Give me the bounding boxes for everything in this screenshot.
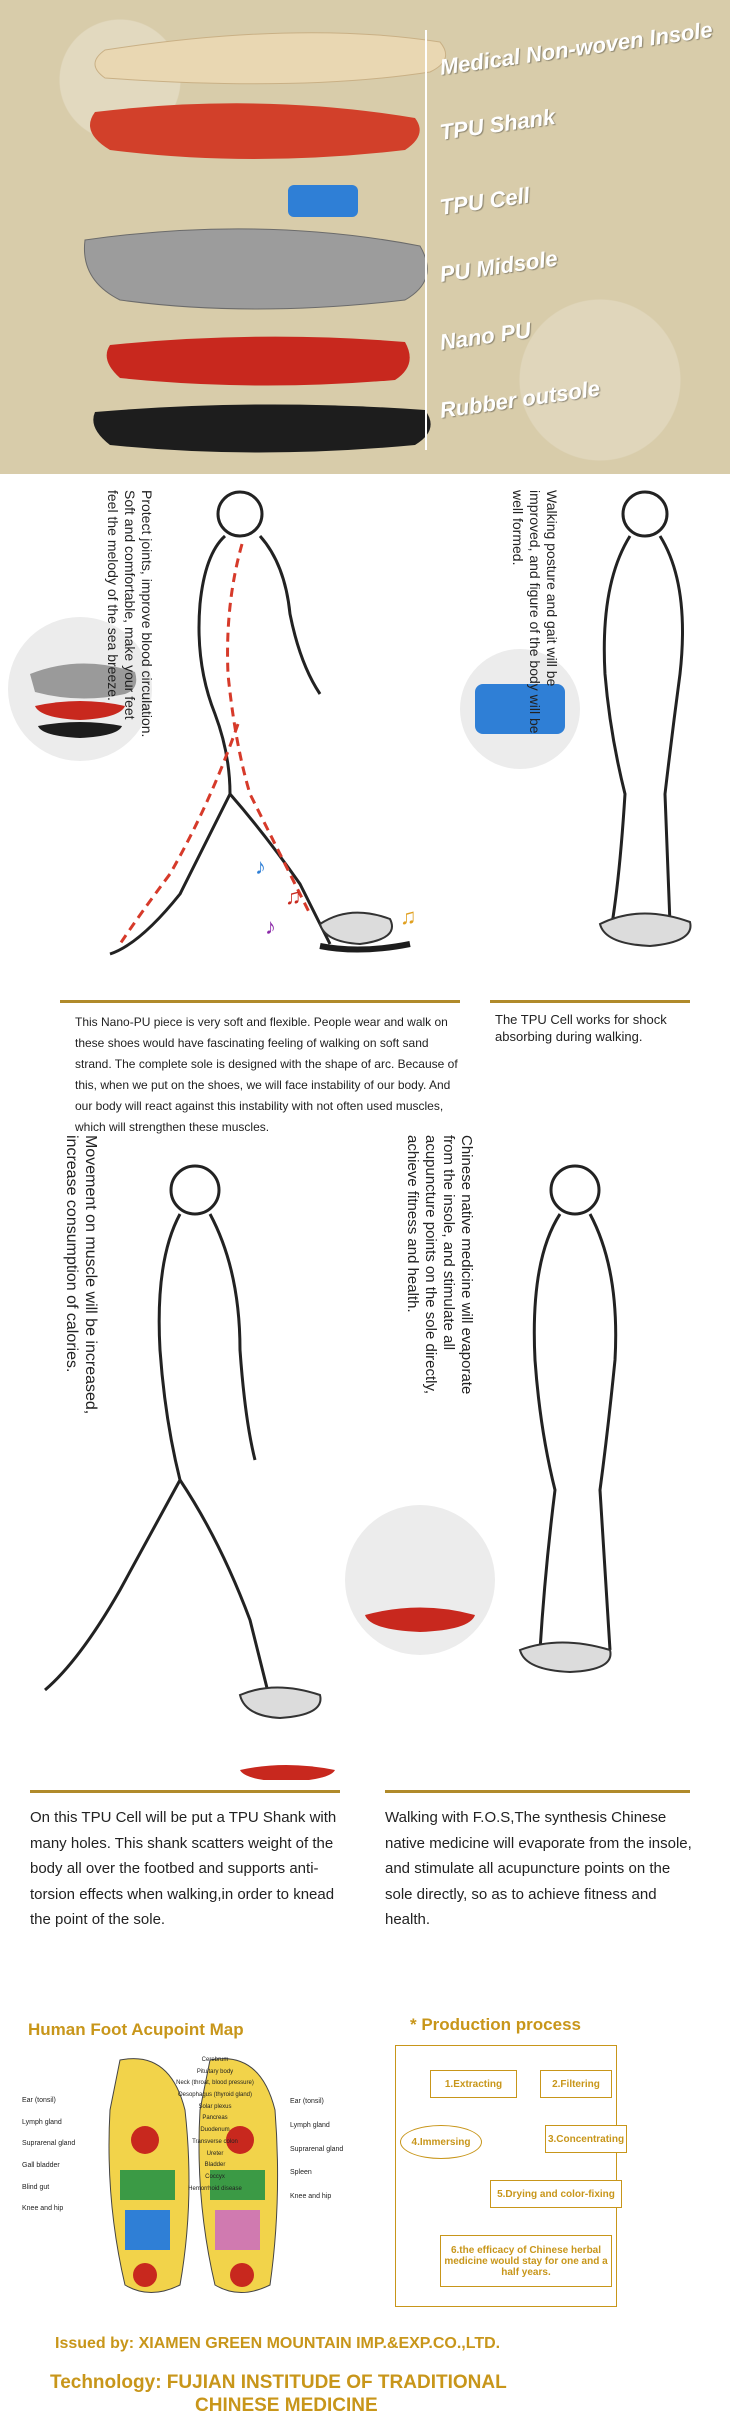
caption-rule-left-2 <box>30 1790 340 1793</box>
process-step-extracting: 1.Extracting <box>430 2070 517 2098</box>
music-note-icon: ♪ <box>255 854 266 879</box>
shoe-outsole-left <box>320 944 410 950</box>
acupoint-mark <box>230 2263 254 2287</box>
process-result: 6.the efficacy of Chinese herbal medicine would stay for one and a half years. <box>440 2235 612 2287</box>
walk2-vertical-right-text: Chinese native medicine will evaporate from the insole, and stimulate all acupuncture points on the sole directly, achieve fitness and health. <box>404 1135 475 1395</box>
layer-label-pu-midsole: PU Midsole <box>438 245 560 287</box>
caption-rule-right <box>490 1000 690 1003</box>
sole-layers-panel <box>0 0 730 474</box>
music-note-icon: ♫ <box>400 904 417 929</box>
rubber-outsole-shape <box>93 404 430 452</box>
standing-figure-right-2 <box>534 1166 615 1650</box>
walk2-caption-left: On this TPU Cell will be put a TPU Shank with many holes. This shank scatters weight of the body all over the footbed and supports anti-torsion effects when walking,in order to knead the point of the sole. <box>30 1809 337 1928</box>
insole-shape <box>95 33 446 84</box>
layer-label-rubber-outsole: Rubber outsole <box>438 375 602 423</box>
foot-map-labels-right: Ear (tonsil) Lymph gland Suprarenal gland Spleen Knee and hip <box>290 2098 344 2201</box>
process-step-concentrating: 3.Concentrating <box>545 2125 627 2153</box>
shoe-right-figure <box>600 913 691 946</box>
shoe-left-figure-2 <box>240 1688 321 1719</box>
walk1-vertical-left-text: Protect joints, improve blood circulation. Soft and comfortable, make your feet feel the melody of the sea breeze. <box>105 490 155 738</box>
issued-by-text: Issued by: XIAMEN GREEN MOUNTAIN IMP.&EXP.CO.,LTD. <box>55 2335 501 2352</box>
walk1-caption-left: This Nano-PU piece is very soft and flexible. People wear and walk on these shoes would have fascinating feeling of walking on soft sand strand. The complete sole is designed with the shape of arc. Because of this, when we put on the shoes, we will face instability of our body. And our body will react against this instability with not often used muscles, which will strengthen these muscles. <box>75 1015 458 1134</box>
process-step-immersing: 4.Immersing <box>400 2125 482 2159</box>
acupoint-mark <box>215 2210 260 2250</box>
walk1-caption-right: The TPU Cell works for shock absorbing during walking. <box>495 1012 667 1044</box>
walk2-vertical-left-text: Movement on muscle will be increased, increase consumption of calories. <box>62 1135 99 1415</box>
walking-figures-illustration-2 <box>0 1120 730 1780</box>
technology-line-2: CHINESE MEDICINE <box>195 2395 378 2416</box>
layer-label-nano-pu: Nano PU <box>438 317 533 355</box>
walk1-vertical-right-text: Walking posture and gait will be improved, and figure of the body will be well formed. <box>510 490 560 734</box>
technology-line-1: Technology: FUJIAN INSTITUDE OF TRADITIONAL <box>50 2372 507 2393</box>
walk2-caption-right: Walking with F.O.S,The synthesis Chinese native medicine will evaporate from the insole, and stimulate all acupuncture points on the sole directly, so as to achieve fitness and health. <box>385 1809 692 1928</box>
acupoint-mark <box>131 2126 159 2154</box>
caption-rule-left <box>60 1000 460 1003</box>
acupoint-mark <box>125 2210 170 2250</box>
acupoint-mark <box>133 2263 157 2287</box>
foot-map-labels-left: Ear (tonsil) Lymph gland Suprarenal gland Gall bladder Blind gut Knee and hip <box>22 2097 76 2213</box>
process-step-drying: 5.Drying and color-fixing <box>490 2180 622 2208</box>
standing-figure-right <box>604 492 682 924</box>
process-step-filtering: 2.Filtering <box>540 2070 612 2098</box>
tpu-shank-mini <box>240 1765 335 1780</box>
layer-label-tpu-shank: TPU Shank <box>438 103 557 145</box>
foot-map-labels-center: Cerebrum Pituitary body Neck (throat, blood pressure) Oesophagus (thyroid gland) Solar plexus Pancreas Duodenum Transverse colon Ureter Bladder Coccyx Hemorrhoid disease <box>176 2057 254 2192</box>
caption-rule-right-2 <box>385 1790 690 1793</box>
insole-detail-circle <box>345 1505 495 1655</box>
layer-label-insole: Medical Non-woven Insole <box>438 16 715 80</box>
layer-guide-line <box>425 30 427 450</box>
shoe-left-figure <box>320 913 392 944</box>
nano-pu-shape <box>107 337 410 386</box>
shoe-right-figure-2 <box>520 1643 611 1673</box>
tpu-shank-shape <box>90 103 420 159</box>
pu-midsole-shape <box>84 229 427 309</box>
process-title: * Production process <box>410 2015 581 2034</box>
tpu-cell-shape <box>288 185 358 217</box>
layer-label-tpu-cell: TPU Cell <box>438 182 532 220</box>
music-note-icon: ♫ <box>285 884 302 909</box>
sole-layers-illustration <box>0 0 730 474</box>
acupoint-mark <box>120 2170 175 2200</box>
music-note-icon: ♪ <box>265 914 276 939</box>
foot-map-title: Human Foot Acupoint Map <box>28 2020 244 2039</box>
